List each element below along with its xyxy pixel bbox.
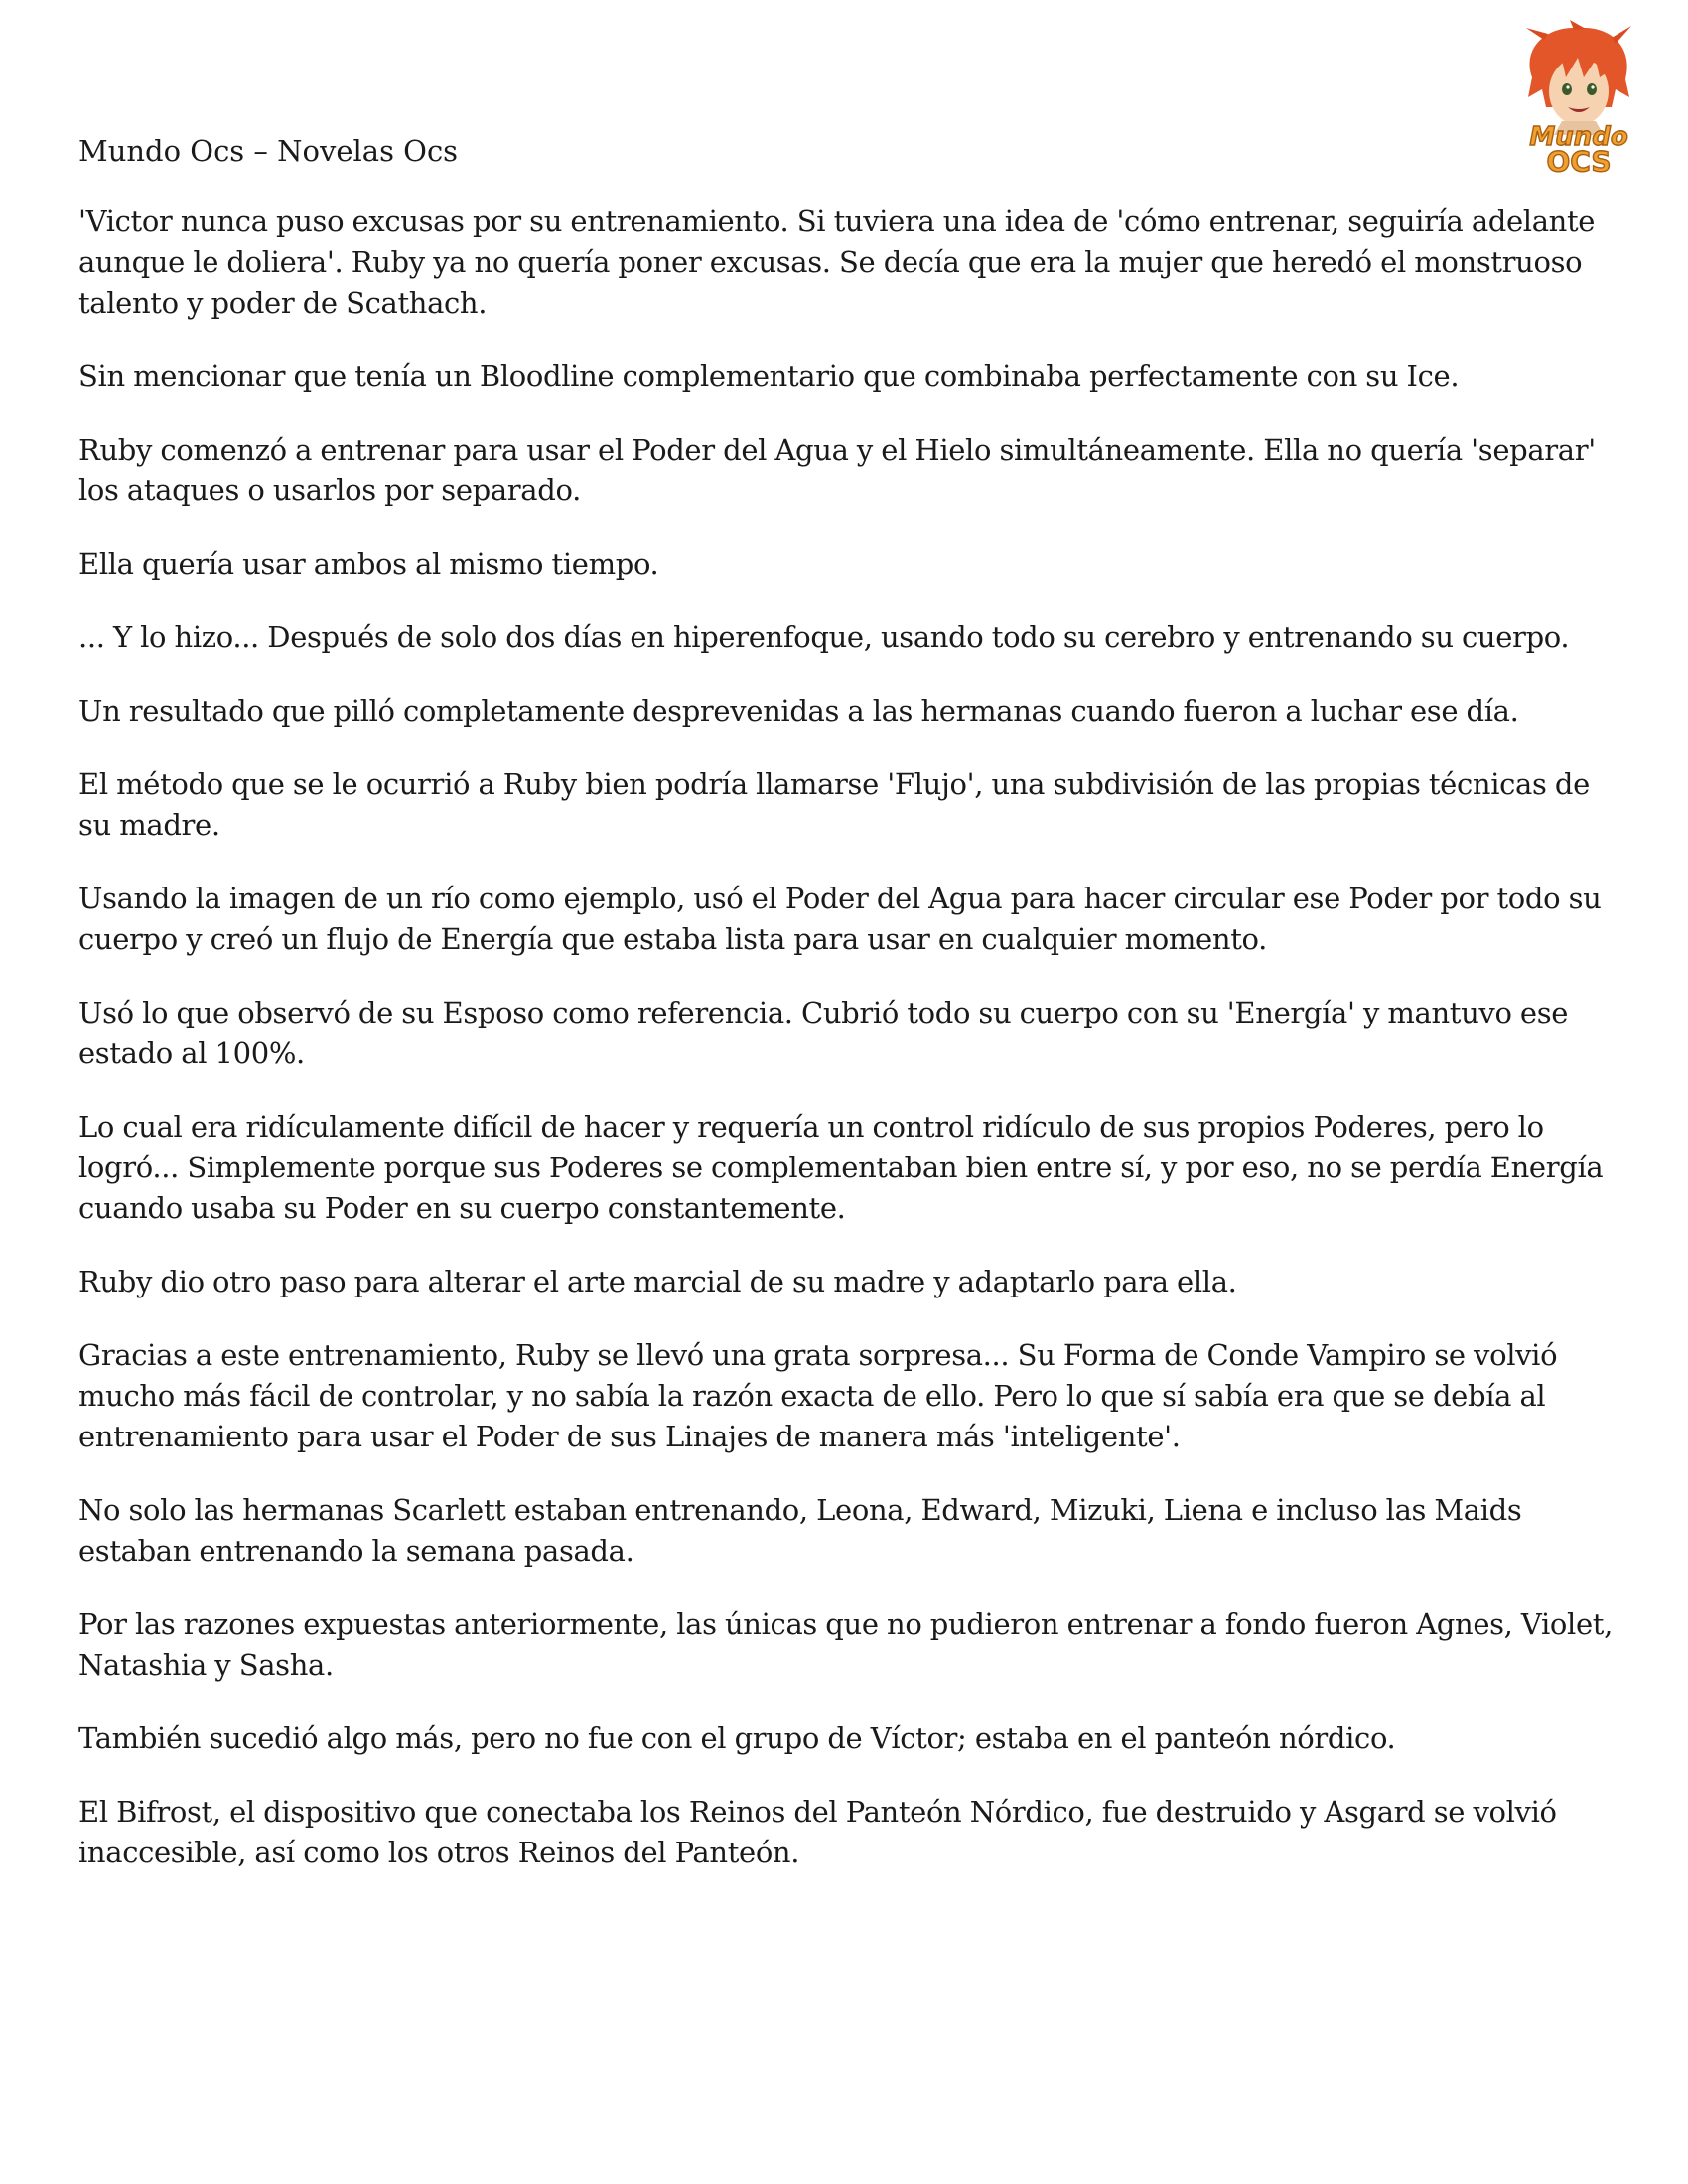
paragraph: Por las razones expuestas anteriormente, las únicas que no pudieron entrenar a fondo fueron Agnes, Violet, Natashia y Sasha. [78, 1607, 1613, 1682]
paragraph: Usando la imagen de un río como ejemplo, usó el Poder del Agua para hacer circular ese Poder por todo su cuerpo y creó un flujo de Energía que estaba lista para usar en cualquier momento. [78, 882, 1602, 956]
document-body [78, 202, 1627, 1906]
paragraph: No solo las hermanas Scarlett estaban entrenando, Leona, Edward, Mizuki, Liena e incluso las Maids estaban entrenando la semana pasada. [78, 1493, 1522, 1568]
paragraph: Sin mencionar que tenía un Bloodline complementario que combinaba perfectamente con su Ice. [78, 359, 1460, 393]
paragraph: Usó lo que observó de su Esposo como referencia. Cubrió todo su cuerpo con su 'Energía' y mantuvo ese estado al 100%. [78, 996, 1569, 1070]
paragraph: 'Victor nunca puso excusas por su entrenamiento. Si tuviera una idea de 'cómo entrenar, seguiría adelante aunque le doliera'. Ruby ya no quería poner excusas. Se decía que era la mujer que heredó el monstruoso talento y poder de Scathach. [78, 205, 1596, 320]
paragraph: ... Y lo hizo... Después de solo dos días en hiperenfoque, usando todo su cerebro y entrenando su cuerpo. [78, 620, 1570, 654]
svg-text:OCS: OCS [1546, 145, 1612, 178]
paragraph: También sucedió algo más, pero no fue con el grupo de Víctor; estaba en el panteón nórdico. [78, 1721, 1396, 1755]
paragraph: Ruby dio otro paso para alterar el arte marcial de su madre y adaptarlo para ella. [78, 1265, 1237, 1298]
paragraph: El Bifrost, el dispositivo que conectaba los Reinos del Panteón Nórdico, fue destruido y Asgard se volvió inaccesible, así como los otros Reinos del Panteón. [78, 1795, 1557, 1869]
paragraph: Un resultado que pilló completamente desprevenidas a las hermanas cuando fueron a luchar ese día. [78, 694, 1519, 728]
paragraph: Lo cual era ridículamente difícil de hacer y requería un control ridículo de sus propios Poderes, pero lo logró... Simplemente porque sus Poderes se complementaban bien entre sí, y por eso, no se perdía Energía cuando usaba su Poder en su cuerpo constantemente. [78, 1110, 1604, 1225]
svg-text:Mundo: Mundo [1529, 122, 1628, 152]
anime-character-mascot-icon [1504, 20, 1653, 179]
paragraph: El método que se le ocurrió a Ruby bien podría llamarse 'Flujo', una subdivisión de las propias técnicas de su madre. [78, 767, 1590, 842]
paragraph: Ruby comenzó a entrenar para usar el Poder del Agua y el Hielo simultáneamente. Ella no quería 'separar' los ataques o usarlos por separado. [78, 433, 1596, 507]
paragraph: Ella quería usar ambos al mismo tiempo. [78, 547, 659, 581]
page-header-title: Mundo Ocs – Novelas Ocs [78, 134, 459, 168]
paragraph: Gracias a este entrenamiento, Ruby se llevó una grata sorpresa... Su Forma de Conde Vampiro se volvió mucho más fácil de controlar, y no sabía la razón exacta de ello. Pero lo que sí sabía era que se debía al entrenamiento para usar el Poder de sus Linajes de manera más 'inteligente'. [78, 1338, 1558, 1453]
mundo-ocs-logo [1504, 20, 1653, 179]
